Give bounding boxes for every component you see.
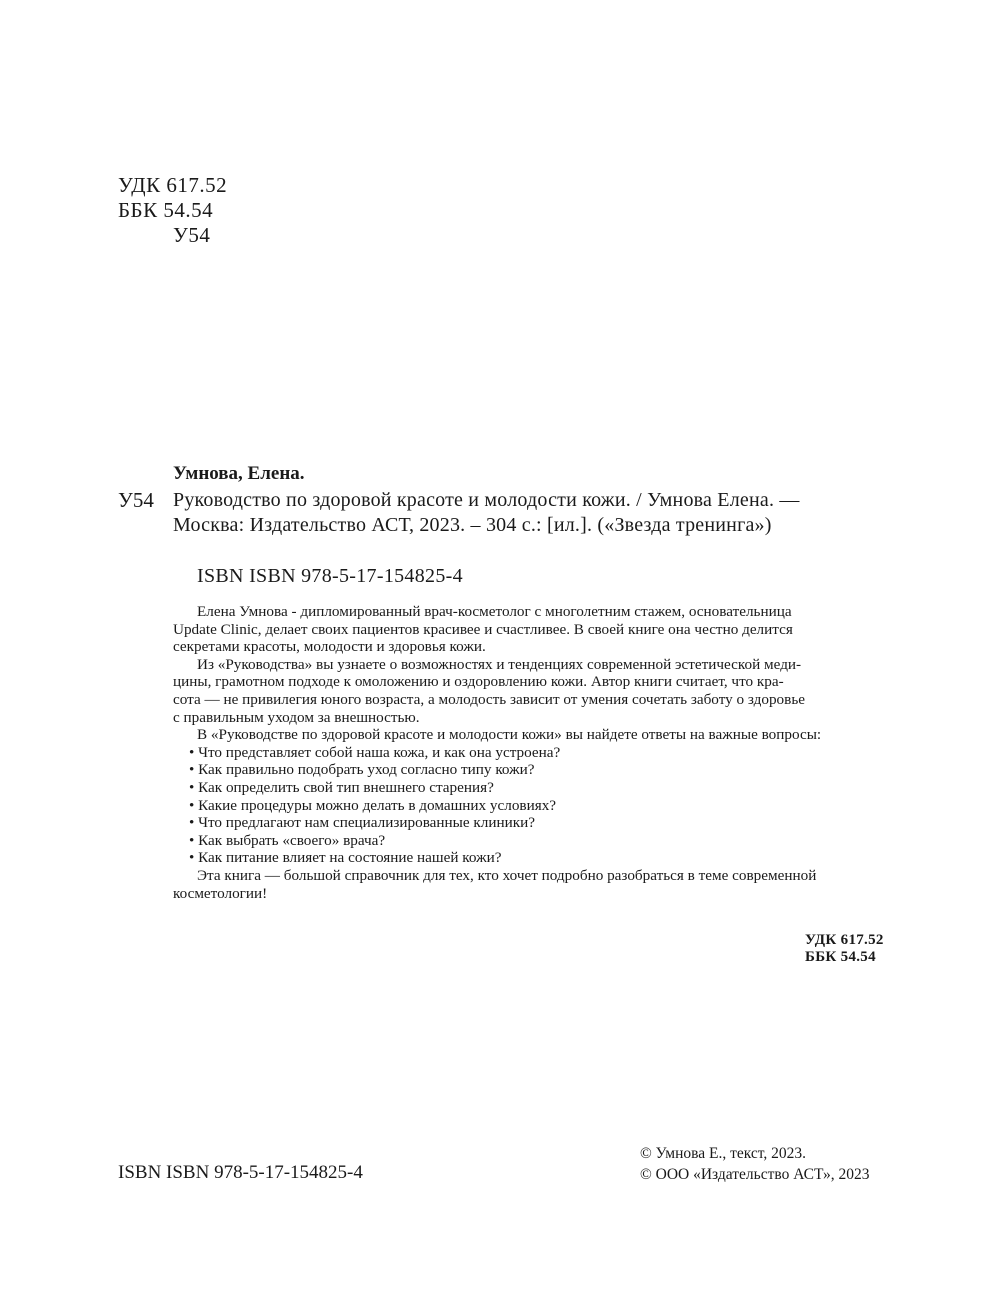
annotation-line: цины, грамотном подходе к омоложению и оздоровлению кожи. Автор книги считает, что кра- <box>173 673 784 691</box>
udk-code-bottom: УДК 617.52 <box>805 932 884 948</box>
annotation-line: косметологии! <box>173 884 268 902</box>
annotation-line: Эта книга — большой справочник для тех, кто хочет подробно разобраться в теме современной <box>197 866 817 884</box>
annotation-bullet: • Что представляет собой наша кожа, и как она устроена? <box>189 743 561 761</box>
annotation-bullet: • Что предлагают нам специализированные клиники? <box>189 814 536 832</box>
copyright-publisher: © ООО «Издательство АСТ», 2023 <box>640 1166 870 1183</box>
annotation-bullet: • Как правильно подобрать уход согласно типу кожи? <box>189 761 535 779</box>
bbk-code-bottom: ББК 54.54 <box>805 949 876 965</box>
annotation-bullet: • Как выбрать «своего» врача? <box>189 831 386 849</box>
cutter-code-top: У54 <box>173 223 211 247</box>
bbk-code: ББК 54.54 <box>118 198 214 222</box>
annotation <box>173 603 897 902</box>
cutter-code-card: У54 <box>118 488 154 512</box>
annotation-line: с правильным уходом за внешностью. <box>173 708 420 726</box>
title-line-2: Москва: Издательство АСТ, 2023. – 304 с.: [ил.]. («Звезда тренинга») <box>173 514 772 536</box>
copyright-text: © Умнова Е., текст, 2023. <box>640 1145 806 1162</box>
annotation-bullet: • Как определить свой тип внешнего старения? <box>189 778 494 796</box>
title-line-1: Руководство по здоровой красоте и молодости кожи. / Умнова Елена. — <box>173 489 800 511</box>
annotation-line: В «Руководстве по здоровой красоте и молодости кожи» вы найдете ответы на важные вопросы: <box>197 726 822 744</box>
udk-code: УДК 617.52 <box>118 173 228 197</box>
isbn-footer: ISBN ISBN 978-5-17-154825-4 <box>118 1162 363 1183</box>
annotation-bullet: • Как питание влияет на состояние нашей кожи? <box>189 849 502 867</box>
author-heading: Умнова, Елена. <box>173 463 305 484</box>
annotation-line: Update Clinic, делает своих пациентов красивее и счастливее. В своей книге она честно делится <box>173 620 793 638</box>
annotation-line: секретами красоты, молодости и здоровья кожи. <box>173 638 486 656</box>
annotation-line: Из «Руководства» вы узнаете о возможностях и тенденциях современной эстетической меди- <box>197 655 802 673</box>
isbn-card: ISBN ISBN 978-5-17-154825-4 <box>197 565 463 587</box>
annotation-line: сота — не привилегия юного возраста, а молодость зависит от умения сочетать заботу о здоровье <box>173 690 805 708</box>
annotation-line: Елена Умнова - дипломированный врач-косметолог с многолетним стажем, основательница <box>197 603 792 620</box>
annotation-bullet: • Какие процедуры можно делать в домашних условиях? <box>189 796 557 814</box>
